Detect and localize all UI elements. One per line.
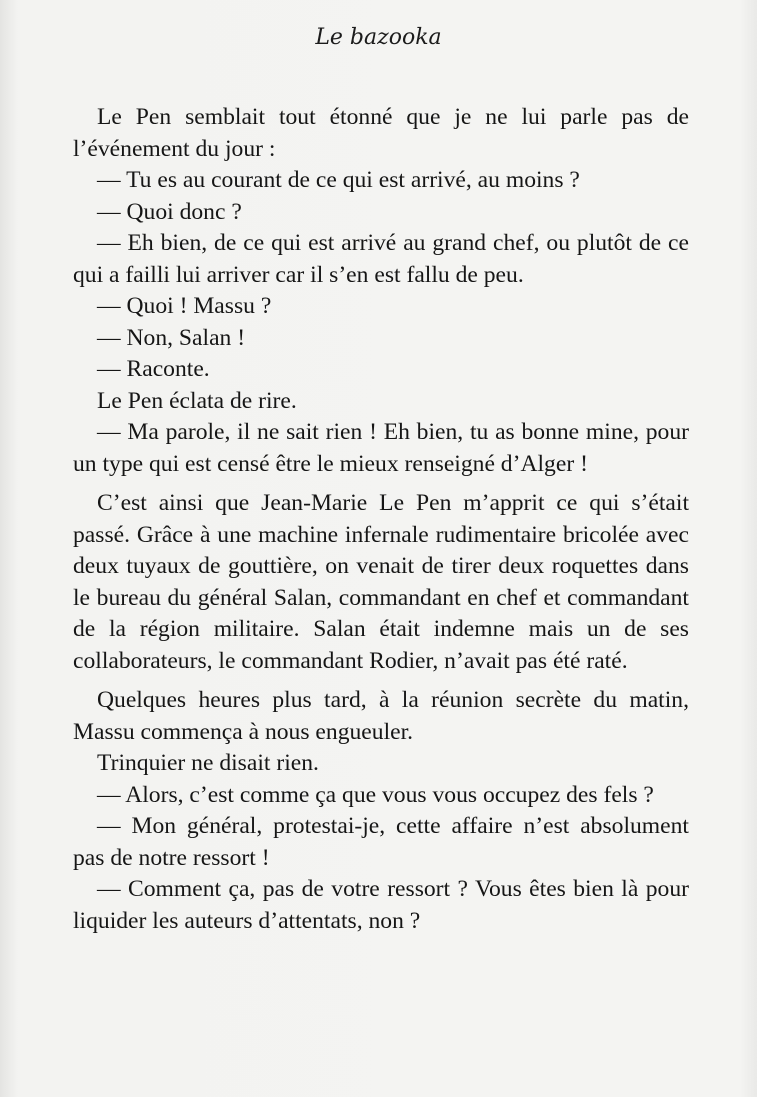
- paragraph: Trinquier ne disait rien.: [97, 750, 319, 776]
- paragraph: Le Pen éclata de rire.: [97, 387, 297, 414]
- paragraph: — Quoi donc ?: [97, 198, 242, 225]
- body-text: [73, 102, 689, 937]
- running-head-title: Le bazooka: [315, 25, 442, 50]
- paragraph: — Eh bien, de ce qui est arrivé au grand chef, ou plutôt de ce qui a failli lui arriver car il s’en est fallu de peu.: [73, 230, 689, 288]
- paragraph: — Non, Salan !: [97, 324, 246, 351]
- paragraph: — Quoi ! Massu ?: [97, 293, 272, 319]
- paragraph: — Comment ça, pas de votre ressort ? Vous êtes bien là pour liquider les auteurs d’attentats, non ?: [73, 876, 689, 934]
- paragraph: — Ma parole, il ne sait rien ! Eh bien, tu as bonne mine, pour un type qui est censé être le mieux renseigné d’Alger !: [73, 419, 689, 477]
- paragraph: — Mon général, protestai-je, cette affaire n’est absolument pas de notre ressort !: [73, 813, 689, 871]
- paragraph: Le Pen semblait tout étonné que je ne lui parle pas de l’événement du jour :: [73, 104, 689, 162]
- paragraph: C’est ainsi que Jean-Marie Le Pen m’apprit ce qui s’était passé. Grâce à une machine infernale rudimentaire bricolée avec deux tuyaux de gouttière, on venait de tirer deux roquettes dans le bureau du général Salan, commandant en chef et commandant de la région militaire. Salan était indemne mais un de ses collaborateurs, le commandant Rodier, n’avait pas été raté.: [73, 490, 689, 674]
- paragraph: — Tu es au courant de ce qui est arrivé, au moins ?: [97, 167, 580, 193]
- paragraph: Quelques heures plus tard, à la réunion secrète du matin, Massu commença à nous engueuler.: [73, 687, 689, 745]
- paragraph: — Alors, c’est comme ça que vous vous occupez des fels ?: [97, 781, 654, 808]
- paragraph: — Raconte.: [97, 356, 210, 382]
